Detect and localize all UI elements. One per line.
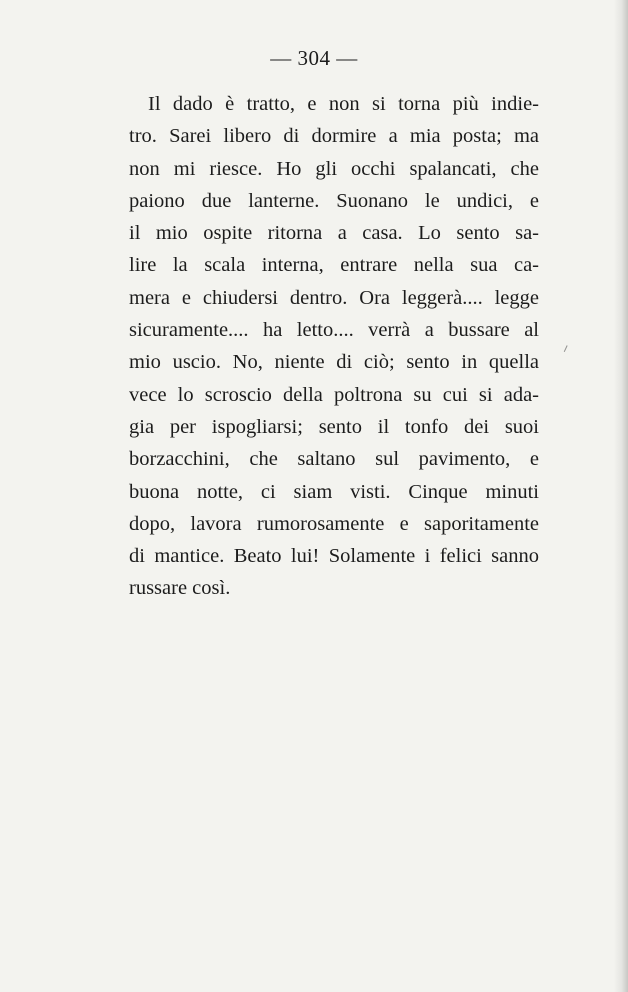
text-line: gia per ispogliarsi; sento il tonfo dei suoi [129, 415, 539, 438]
text-line: lire la scala interna, entrare nella sua ca- [129, 254, 539, 277]
print-speck [564, 345, 571, 353]
text-line: il mio ospite ritorna a casa. Lo sento sa- [129, 222, 539, 245]
text-line: di mantice. Beato lui! Solamente i felici sanno [129, 545, 539, 568]
text-line: mio uscio. No, niente di ciò; sento in quella [129, 351, 539, 374]
text-line: mera e chiudersi dentro. Ora leggerà.... legge [129, 286, 539, 309]
text-line: buona notte, ci siam visti. Cinque minuti [129, 480, 539, 503]
page-edge-shadow [614, 0, 628, 992]
text-line: vece lo scroscio della poltrona su cui si ada- [129, 383, 539, 406]
text-line: non mi riesce. Ho gli occhi spalancati, che [129, 157, 539, 180]
text-line: dopo, lavora rumorosamente e saporitamente [129, 512, 539, 535]
text-line: tro. Sarei libero di dormire a mia posta; ma [129, 125, 539, 148]
paragraph [129, 88, 539, 605]
text-line: sicuramente.... ha letto.... verrà a bussare al [129, 319, 539, 342]
page-number: — 304 — [270, 46, 358, 70]
text-line: paiono due lanterne. Suonano le undici, e [129, 189, 539, 212]
text-line: Il dado è tratto, e non si torna più indie- [148, 93, 539, 115]
text-line-last: russare così. [129, 577, 231, 600]
text-line: borzacchini, che saltano sul pavimento, e [129, 448, 539, 471]
